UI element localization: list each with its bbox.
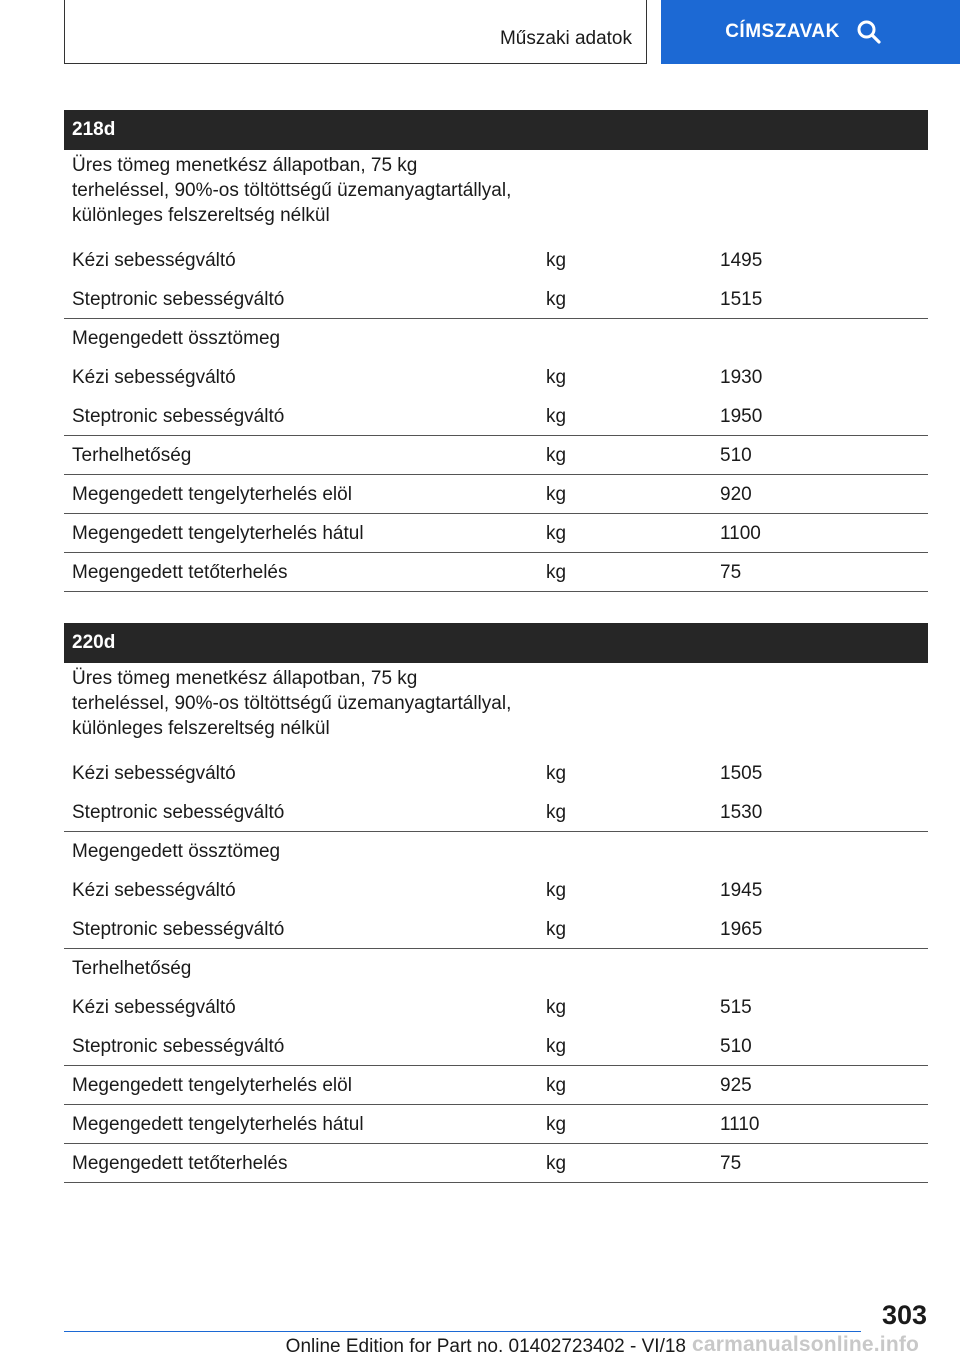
row-unit: kg bbox=[546, 763, 567, 784]
row-value bbox=[712, 666, 928, 748]
table-row bbox=[64, 280, 928, 319]
table-row bbox=[64, 241, 928, 280]
page-number: 303 bbox=[881, 1300, 927, 1330]
row-label: Kézi sebességváltó bbox=[72, 367, 236, 388]
row-unit: kg bbox=[546, 250, 567, 271]
row-value: 1965 bbox=[720, 918, 763, 940]
table-row bbox=[64, 319, 928, 358]
table-row bbox=[64, 663, 928, 754]
row-unit: kg bbox=[546, 1152, 567, 1174]
index-label: CÍMSZAVAK bbox=[725, 21, 840, 42]
row-label: Megengedett tengelyterhelés hátul bbox=[72, 1113, 364, 1135]
footer-divider bbox=[64, 1331, 861, 1332]
row-value: 1930 bbox=[720, 367, 763, 388]
row-unit: kg bbox=[546, 1113, 567, 1135]
table-row bbox=[64, 1027, 928, 1066]
row-unit: kg bbox=[546, 918, 567, 940]
row-value: 515 bbox=[720, 997, 752, 1018]
row-value: 1495 bbox=[720, 250, 763, 271]
table-row bbox=[64, 988, 928, 1027]
row-unit: kg bbox=[546, 444, 567, 466]
row-label: Steptronic sebességváltó bbox=[72, 1035, 285, 1057]
row-value: 1100 bbox=[720, 522, 761, 544]
table-row bbox=[64, 1105, 928, 1144]
row-label: Steptronic sebességváltó bbox=[72, 288, 285, 310]
row-value: 75 bbox=[720, 561, 742, 583]
row-value: 1515 bbox=[720, 288, 763, 310]
row-value: 1950 bbox=[720, 405, 763, 427]
search-icon bbox=[856, 19, 882, 45]
table-row bbox=[64, 475, 928, 514]
row-unit: kg bbox=[546, 1074, 567, 1096]
row-label: Üres tömeg menetkész állapotban, 75 kg terheléssel, 90%-os töltöttségű üzemanyagtartállyal, különleges felszereltség nélkül bbox=[72, 668, 512, 739]
row-label: Megengedett össztömeg bbox=[72, 328, 281, 349]
row-unit bbox=[538, 153, 712, 235]
row-unit: kg bbox=[546, 522, 567, 544]
row-unit: kg bbox=[546, 405, 567, 427]
row-unit: kg bbox=[546, 1035, 567, 1057]
row-value bbox=[712, 153, 928, 235]
row-unit: kg bbox=[546, 367, 567, 388]
row-label: Terhelhetőség bbox=[72, 958, 192, 979]
table-row bbox=[64, 397, 928, 436]
row-label: Megengedett tetőterhelés bbox=[72, 1152, 288, 1174]
row-unit: kg bbox=[546, 288, 567, 310]
table-row bbox=[64, 436, 928, 475]
table-header: 218d bbox=[64, 110, 928, 150]
row-label: Terhelhetőség bbox=[72, 444, 192, 466]
row-unit: kg bbox=[546, 880, 567, 901]
row-label: Steptronic sebességváltó bbox=[72, 405, 285, 427]
row-label: Kézi sebességváltó bbox=[72, 250, 236, 271]
row-value: 510 bbox=[720, 1035, 752, 1057]
row-value: 1505 bbox=[720, 763, 763, 784]
row-label: Steptronic sebességváltó bbox=[72, 801, 285, 823]
table-row bbox=[64, 949, 928, 988]
row-unit: kg bbox=[546, 483, 567, 505]
table-row bbox=[64, 514, 928, 553]
table-row bbox=[64, 793, 928, 832]
edition-text: Online Edition for Part no. 01402723402 - VI/18 bbox=[285, 1336, 686, 1357]
spec-table-218d bbox=[64, 110, 928, 592]
table-row bbox=[64, 553, 928, 592]
row-value: 1530 bbox=[720, 801, 763, 823]
row-label: Kézi sebességváltó bbox=[72, 880, 236, 901]
row-label: Kézi sebességváltó bbox=[72, 763, 236, 784]
row-label: Kézi sebességváltó bbox=[72, 997, 236, 1018]
row-unit: kg bbox=[546, 997, 567, 1018]
table-row bbox=[64, 1066, 928, 1105]
table-row bbox=[64, 358, 928, 397]
row-unit: kg bbox=[546, 561, 567, 583]
table-row bbox=[64, 910, 928, 949]
row-value: 1945 bbox=[720, 880, 763, 901]
table-row bbox=[64, 150, 928, 241]
row-label: Megengedett tetőterhelés bbox=[72, 561, 288, 583]
table-row bbox=[64, 754, 928, 793]
index-tab[interactable] bbox=[661, 0, 960, 64]
section-header bbox=[64, 0, 647, 64]
row-label: Megengedett tengelyterhelés hátul bbox=[72, 522, 364, 544]
row-label: Megengedett össztömeg bbox=[72, 841, 281, 862]
table-row bbox=[64, 1144, 928, 1183]
spec-table-220d bbox=[64, 623, 928, 1183]
table-row bbox=[64, 871, 928, 910]
table-header: 220d bbox=[64, 623, 928, 663]
row-label: Megengedett tengelyterhelés elöl bbox=[72, 1074, 352, 1096]
table-row bbox=[64, 832, 928, 871]
watermark: carmanualsonline.info bbox=[692, 1333, 920, 1356]
row-value: 925 bbox=[720, 1074, 752, 1096]
row-label: Steptronic sebességváltó bbox=[72, 918, 285, 940]
row-value: 510 bbox=[720, 444, 752, 466]
row-value: 920 bbox=[720, 483, 752, 505]
row-unit bbox=[538, 666, 712, 748]
row-value: 75 bbox=[720, 1152, 742, 1174]
row-label: Megengedett tengelyterhelés elöl bbox=[72, 483, 352, 505]
row-unit: kg bbox=[546, 801, 567, 823]
section-title: Műszaki adatok bbox=[499, 28, 632, 49]
row-value: 1110 bbox=[720, 1113, 760, 1135]
row-label: Üres tömeg menetkész állapotban, 75 kg terheléssel, 90%-os töltöttségű üzemanyagtartállyal, különleges felszereltség nélkül bbox=[72, 155, 512, 226]
